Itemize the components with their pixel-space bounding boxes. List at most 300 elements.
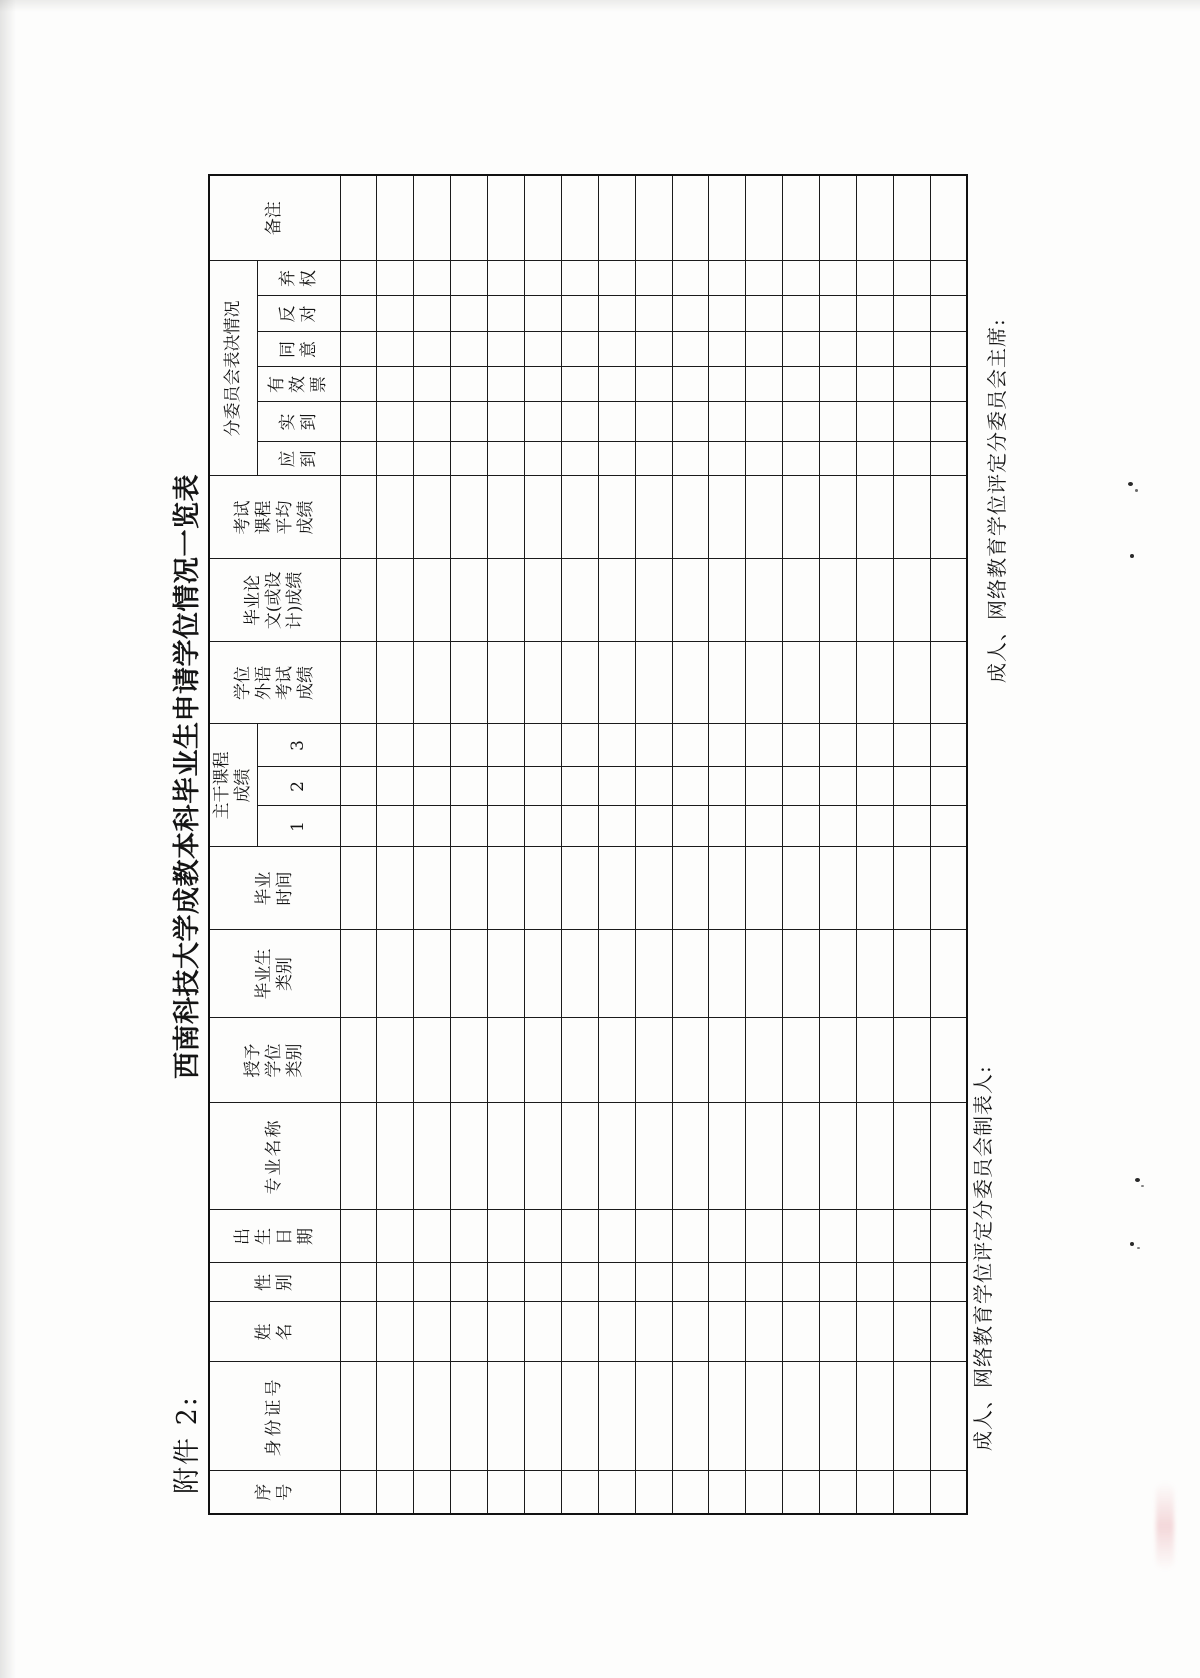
table-cell [783, 930, 820, 1018]
table-cell [598, 442, 635, 476]
table-cell [709, 806, 746, 847]
table-cell [451, 724, 488, 767]
table-cell [635, 806, 672, 847]
table-cell [820, 724, 857, 767]
table-cell [635, 332, 672, 367]
table-cell [893, 1018, 930, 1103]
table-cell [783, 559, 820, 642]
table-cell [488, 559, 525, 642]
table-cell [746, 1302, 783, 1362]
table-cell [672, 1302, 709, 1362]
table-cell [561, 806, 598, 847]
table-cell [451, 1471, 488, 1514]
table-row [709, 175, 746, 1514]
major-header-text: 专业名称 [264, 1118, 285, 1195]
table-cell [598, 1018, 635, 1103]
table-cell [856, 806, 893, 847]
table-cell [524, 1263, 561, 1302]
table-row [930, 175, 967, 1514]
table-cell [672, 1210, 709, 1263]
table-cell [488, 442, 525, 476]
table-cell [783, 296, 820, 332]
table-cell [930, 767, 967, 806]
table-cell [672, 724, 709, 767]
table-cell [709, 642, 746, 724]
table-cell [746, 642, 783, 724]
table-cell [746, 806, 783, 847]
table-cell [414, 332, 451, 367]
table-cell [598, 806, 635, 847]
table-cell [561, 1018, 598, 1103]
scan-speck [1135, 489, 1138, 492]
table-cell [746, 367, 783, 402]
table-cell [524, 332, 561, 367]
table-cell [340, 1103, 377, 1210]
table-cell [820, 402, 857, 442]
id-number-header-text: 身份证号 [264, 1376, 285, 1457]
table-cell [820, 642, 857, 724]
table-cell [783, 1362, 820, 1471]
table-cell [635, 1471, 672, 1514]
table-cell [414, 476, 451, 559]
table-cell [635, 367, 672, 402]
table-cell [524, 1018, 561, 1103]
column-header-graduate-type [209, 930, 340, 1018]
table-cell [451, 642, 488, 724]
table-cell [340, 724, 377, 767]
table-cell [930, 442, 967, 476]
column-group-committee-vote [209, 261, 257, 476]
table-cell [377, 476, 414, 559]
core-course-1-text: 1 [288, 821, 308, 832]
table-cell [746, 1362, 783, 1471]
table-cell [672, 442, 709, 476]
core-course-2-text: 2 [288, 781, 308, 792]
table-cell [488, 367, 525, 402]
table-cell [930, 806, 967, 847]
table-cell [377, 1018, 414, 1103]
table-cell [340, 332, 377, 367]
table-cell [709, 175, 746, 261]
table-cell [377, 1302, 414, 1362]
table-cell [820, 1210, 857, 1263]
table-cell [561, 559, 598, 642]
table-cell [930, 1018, 967, 1103]
column-header-degree-type [209, 1018, 340, 1103]
table-cell [709, 847, 746, 930]
table-cell [820, 1263, 857, 1302]
table-cell [524, 724, 561, 767]
table-cell [709, 1471, 746, 1514]
table-cell [377, 442, 414, 476]
column-header-graduation-time [209, 847, 340, 930]
degree-type-header-text: 授予学位类别 [243, 1043, 306, 1078]
column-group-core-courses [209, 724, 257, 847]
table-cell [377, 559, 414, 642]
table-cell [561, 332, 598, 367]
table-cell [746, 402, 783, 442]
table-cell [783, 1302, 820, 1362]
table-cell [856, 175, 893, 261]
table-cell [488, 402, 525, 442]
table-cell [598, 1362, 635, 1471]
actual-attendance-text: 实到 [277, 413, 319, 431]
table-cell [672, 767, 709, 806]
table-cell [561, 642, 598, 724]
column-header-oppose [257, 296, 340, 332]
table-cell [930, 1210, 967, 1263]
table-cell [820, 332, 857, 367]
table-cell [414, 724, 451, 767]
table-cell [340, 367, 377, 402]
column-header-actual-attendance [257, 402, 340, 442]
table-cell [783, 642, 820, 724]
table-row [340, 175, 377, 1514]
table-cell [635, 476, 672, 559]
table-cell [340, 402, 377, 442]
table-cell [414, 1210, 451, 1263]
table-cell [820, 367, 857, 402]
table-cell [893, 332, 930, 367]
column-header-birth-date [209, 1210, 340, 1263]
table-cell [893, 930, 930, 1018]
table-cell [709, 559, 746, 642]
table-cell [340, 1471, 377, 1514]
table-cell [488, 1018, 525, 1103]
attachment-label: 附件 2: [172, 1395, 203, 1494]
table-cell [598, 476, 635, 559]
table-cell [451, 476, 488, 559]
table-cell [598, 847, 635, 930]
table-cell [893, 261, 930, 296]
table-cell [561, 1210, 598, 1263]
table-cell [856, 930, 893, 1018]
table-cell [930, 261, 967, 296]
table-cell [930, 847, 967, 930]
table-cell [524, 296, 561, 332]
table-cell [783, 1018, 820, 1103]
table-cell [893, 767, 930, 806]
table-cell [488, 847, 525, 930]
table-cell [930, 332, 967, 367]
table-cell [893, 1362, 930, 1471]
table-cell [488, 261, 525, 296]
table-cell [856, 442, 893, 476]
column-header-valid-votes [257, 367, 340, 402]
core-courses-header-text: 主干课程成绩 [212, 751, 254, 820]
table-cell [561, 847, 598, 930]
table-cell [856, 1263, 893, 1302]
table-cell [709, 296, 746, 332]
table-cell [746, 767, 783, 806]
table-cell [635, 1302, 672, 1362]
table-cell [488, 767, 525, 806]
table-cell [561, 296, 598, 332]
table-cell [524, 175, 561, 261]
table-cell [451, 559, 488, 642]
table-cell [709, 930, 746, 1018]
table-cell [340, 642, 377, 724]
table-cell [635, 847, 672, 930]
table-row [377, 175, 414, 1514]
table-cell [746, 1018, 783, 1103]
table-cell [340, 175, 377, 261]
table-cell [524, 847, 561, 930]
table-cell [635, 1103, 672, 1210]
table-cell [377, 847, 414, 930]
table-cell [377, 175, 414, 261]
table-cell [672, 559, 709, 642]
table-cell [746, 1210, 783, 1263]
table-cell [930, 1302, 967, 1362]
table-cell [377, 642, 414, 724]
table-cell [561, 767, 598, 806]
table-cell [709, 1018, 746, 1103]
table-cell [340, 1362, 377, 1471]
table-cell [451, 402, 488, 442]
table-cell [561, 1103, 598, 1210]
table-cell [635, 1362, 672, 1471]
table-cell [340, 261, 377, 296]
table-cell [893, 1302, 930, 1362]
table-cell [709, 1210, 746, 1263]
table-cell [377, 296, 414, 332]
table-cell [783, 1103, 820, 1210]
table-cell [930, 402, 967, 442]
exam-average-header-text: 考试课程平均成绩 [232, 500, 316, 535]
table-cell [856, 1302, 893, 1362]
table-cell [856, 402, 893, 442]
table-cell [893, 806, 930, 847]
column-header-gender [209, 1263, 340, 1302]
table-cell [340, 559, 377, 642]
table-cell [709, 476, 746, 559]
table-cell [856, 1103, 893, 1210]
column-header-major [209, 1103, 340, 1210]
table-cell [856, 1471, 893, 1514]
degree-application-table [208, 174, 968, 1515]
table-cell [856, 642, 893, 724]
column-header-abstain [257, 261, 340, 296]
table-cell [561, 261, 598, 296]
column-header-name [209, 1302, 340, 1362]
table-row [414, 175, 451, 1514]
table-cell [451, 1018, 488, 1103]
table-cell [856, 296, 893, 332]
table-cell [856, 559, 893, 642]
table-cell [930, 1471, 967, 1514]
table-cell [451, 1362, 488, 1471]
table-cell [820, 296, 857, 332]
column-header-id-number [209, 1362, 340, 1471]
table-cell [893, 1103, 930, 1210]
table-cell [377, 367, 414, 402]
table-row [672, 175, 709, 1514]
table-cell [524, 1103, 561, 1210]
table-cell [524, 476, 561, 559]
table-cell [820, 1302, 857, 1362]
table-cell [488, 1302, 525, 1362]
table-cell [451, 806, 488, 847]
column-header-seq [209, 1471, 340, 1514]
table-cell [451, 296, 488, 332]
table-cell [561, 1471, 598, 1514]
preparer-signature-label: 成人、网络教育学位评定分委员会制表人: [971, 1065, 995, 1451]
table-cell [746, 296, 783, 332]
table-cell [340, 806, 377, 847]
table-cell [856, 367, 893, 402]
table-cell [820, 806, 857, 847]
table-cell [524, 442, 561, 476]
table-cell [488, 1103, 525, 1210]
form-title: 西南科技大学成教本科毕业生申请学位情况一览表 [172, 474, 203, 1079]
table-cell [893, 442, 930, 476]
foreign-language-header-text: 学位外语考试成绩 [232, 665, 316, 700]
table-cell [377, 1210, 414, 1263]
table-cell [820, 1103, 857, 1210]
table-cell [856, 767, 893, 806]
table-cell [377, 930, 414, 1018]
table-cell [672, 332, 709, 367]
table-cell [672, 847, 709, 930]
table-row [783, 175, 820, 1514]
table-cell [893, 1263, 930, 1302]
table-cell [451, 332, 488, 367]
table-cell [561, 1263, 598, 1302]
table-cell [598, 332, 635, 367]
table-cell [414, 642, 451, 724]
table-cell [635, 296, 672, 332]
table-cell [672, 367, 709, 402]
table-cell [746, 1263, 783, 1302]
table-cell [635, 1263, 672, 1302]
table-cell [930, 1362, 967, 1471]
column-header-core-course-1 [257, 806, 340, 847]
column-header-foreign-language-score [209, 642, 340, 724]
birth-date-header-text: 出生日期 [232, 1228, 316, 1245]
table-cell [561, 367, 598, 402]
table-row [598, 175, 635, 1514]
table-cell [746, 332, 783, 367]
table-cell [488, 806, 525, 847]
table-cell [524, 930, 561, 1018]
table-cell [635, 1018, 672, 1103]
table-cell [598, 1302, 635, 1362]
table-cell [856, 332, 893, 367]
table-cell [414, 930, 451, 1018]
table-cell [930, 476, 967, 559]
table-cell [820, 442, 857, 476]
table-cell [451, 1263, 488, 1302]
table-cell [672, 1103, 709, 1210]
table-cell [340, 767, 377, 806]
table-cell [746, 175, 783, 261]
table-cell [561, 1302, 598, 1362]
table-cell [524, 559, 561, 642]
table-cell [709, 402, 746, 442]
table-cell [451, 930, 488, 1018]
column-header-remarks [209, 175, 340, 261]
table-cell [856, 1362, 893, 1471]
table-cell [783, 261, 820, 296]
thesis-header-text: 毕业论文(或设计)成绩 [243, 571, 306, 630]
table-cell [414, 261, 451, 296]
abstain-text: 弃权 [277, 269, 319, 287]
table-cell [598, 930, 635, 1018]
table-cell [451, 1210, 488, 1263]
table-cell [783, 402, 820, 442]
table-cell [340, 847, 377, 930]
table-cell [561, 930, 598, 1018]
table-cell [451, 175, 488, 261]
table-cell [377, 1362, 414, 1471]
table-cell [930, 642, 967, 724]
table-cell [488, 724, 525, 767]
table-cell [635, 1210, 672, 1263]
table-row [524, 175, 561, 1514]
table-cell [709, 724, 746, 767]
table-cell [414, 367, 451, 402]
name-header-text: 姓名 [253, 1323, 295, 1341]
table-cell [893, 296, 930, 332]
table-cell [893, 642, 930, 724]
table-cell [524, 806, 561, 847]
table-cell [893, 402, 930, 442]
table-cell [340, 296, 377, 332]
valid-votes-text: 有效票 [267, 375, 329, 393]
table-cell [635, 559, 672, 642]
table-cell [820, 1362, 857, 1471]
table-cell [746, 847, 783, 930]
scan-speck [1141, 1185, 1144, 1187]
table-cell [451, 847, 488, 930]
table-cell [451, 1302, 488, 1362]
scan-stain [1156, 1482, 1174, 1570]
table-cell [414, 767, 451, 806]
table-cell [451, 367, 488, 402]
table-cell [488, 1263, 525, 1302]
table-cell [893, 1210, 930, 1263]
table-cell [893, 1471, 930, 1514]
table-cell [377, 1263, 414, 1302]
table-cell [451, 1103, 488, 1210]
table-cell [672, 1018, 709, 1103]
table-cell [488, 1210, 525, 1263]
table-cell [709, 1302, 746, 1362]
table-cell [414, 806, 451, 847]
table-cell [893, 476, 930, 559]
table-row [856, 175, 893, 1514]
table-cell [820, 1471, 857, 1514]
table-cell [930, 930, 967, 1018]
table-cell [783, 1210, 820, 1263]
table-cell [524, 1362, 561, 1471]
table-cell [635, 261, 672, 296]
table-cell [488, 642, 525, 724]
table-cell [893, 367, 930, 402]
table-cell [598, 1471, 635, 1514]
table-cell [893, 175, 930, 261]
table-cell [930, 175, 967, 261]
table-cell [524, 642, 561, 724]
table-cell [672, 476, 709, 559]
table-row [488, 175, 525, 1514]
table-cell [820, 767, 857, 806]
table-cell [856, 1018, 893, 1103]
scan-speck [1137, 1247, 1140, 1249]
table-cell [377, 402, 414, 442]
scan-speck [1135, 1178, 1140, 1182]
